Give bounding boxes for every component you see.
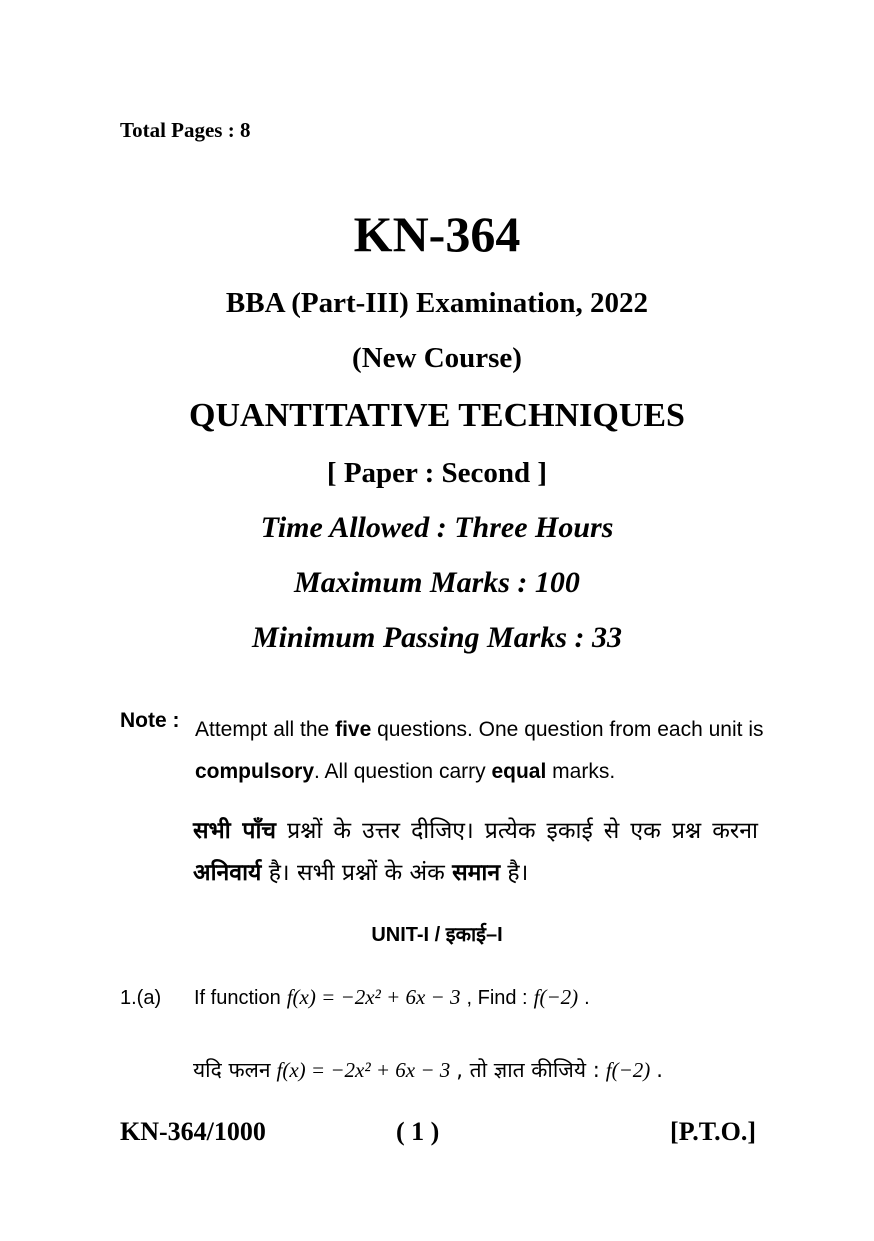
question-en-prefix: If function	[194, 987, 281, 1009]
please-turn-over: [P.T.O.]	[670, 1117, 756, 1146]
question-en-mid: , Find :	[466, 987, 528, 1009]
maximum-marks: Maximum Marks : 100	[294, 566, 580, 599]
note-en-bold: compulsory	[195, 760, 315, 783]
question-hindi	[193, 1056, 663, 1084]
note-en-part: marks.	[546, 760, 616, 783]
note-label: Note :	[120, 709, 180, 732]
footer-code: KN-364/1000	[120, 1117, 266, 1146]
note-en-bold: five	[335, 718, 372, 741]
note-hi-bold: सभी पाँच	[193, 818, 277, 844]
note-hi-part: प्रश्नों के उत्तर दीजिए। प्रत्येक इकाई से एक प्रश्न करना	[276, 818, 759, 844]
note-en-part: . All question carry	[314, 760, 492, 783]
paper-number: [ Paper : Second ]	[326, 457, 548, 489]
total-pages: Total Pages : 8	[120, 118, 251, 142]
exam-title: BBA (Part-III) Examination, 2022	[225, 287, 649, 319]
function-formula-hindi: f(x) = −2x² + 6x − 3	[276, 1058, 451, 1082]
question-hi-mid: , तो ज्ञात कीजिये :	[456, 1058, 600, 1082]
note-hi-part: है। सभी प्रश्नों के अंक	[261, 860, 453, 886]
page-number: ( 1 )	[396, 1117, 440, 1146]
note-en-part: Attempt all the	[195, 718, 336, 741]
time-allowed: Time Allowed : Three Hours	[260, 511, 614, 544]
note-en-part: questions. One question from each unit is	[371, 718, 764, 741]
note-english	[195, 709, 765, 793]
note-hi-part: है।	[500, 860, 529, 886]
target-expression: f(−2)	[533, 985, 579, 1009]
question-hi-prefix: यदि फलन	[193, 1058, 271, 1082]
target-expression-hindi: f(−2)	[605, 1058, 651, 1082]
note-hi-bold: अनिवार्य	[193, 860, 262, 886]
question-en-end: .	[584, 987, 590, 1009]
note-en-bold: equal	[491, 760, 547, 783]
question-number: 1.(a)	[120, 987, 162, 1009]
note-hi-bold: समान	[452, 860, 501, 886]
minimum-passing-marks: Minimum Passing Marks : 33	[251, 621, 623, 654]
course-type: (New Course)	[352, 342, 522, 374]
paper-code: KN-364	[353, 206, 521, 262]
subject-title: QUANTITATIVE TECHNIQUES	[189, 397, 685, 434]
question-english	[194, 985, 590, 1010]
function-formula: f(x) = −2x² + 6x − 3	[286, 985, 461, 1009]
unit-heading: UNIT-I / इकाई–I	[371, 924, 503, 946]
note-hindi	[193, 810, 758, 894]
question-hi-end: .	[656, 1058, 663, 1082]
